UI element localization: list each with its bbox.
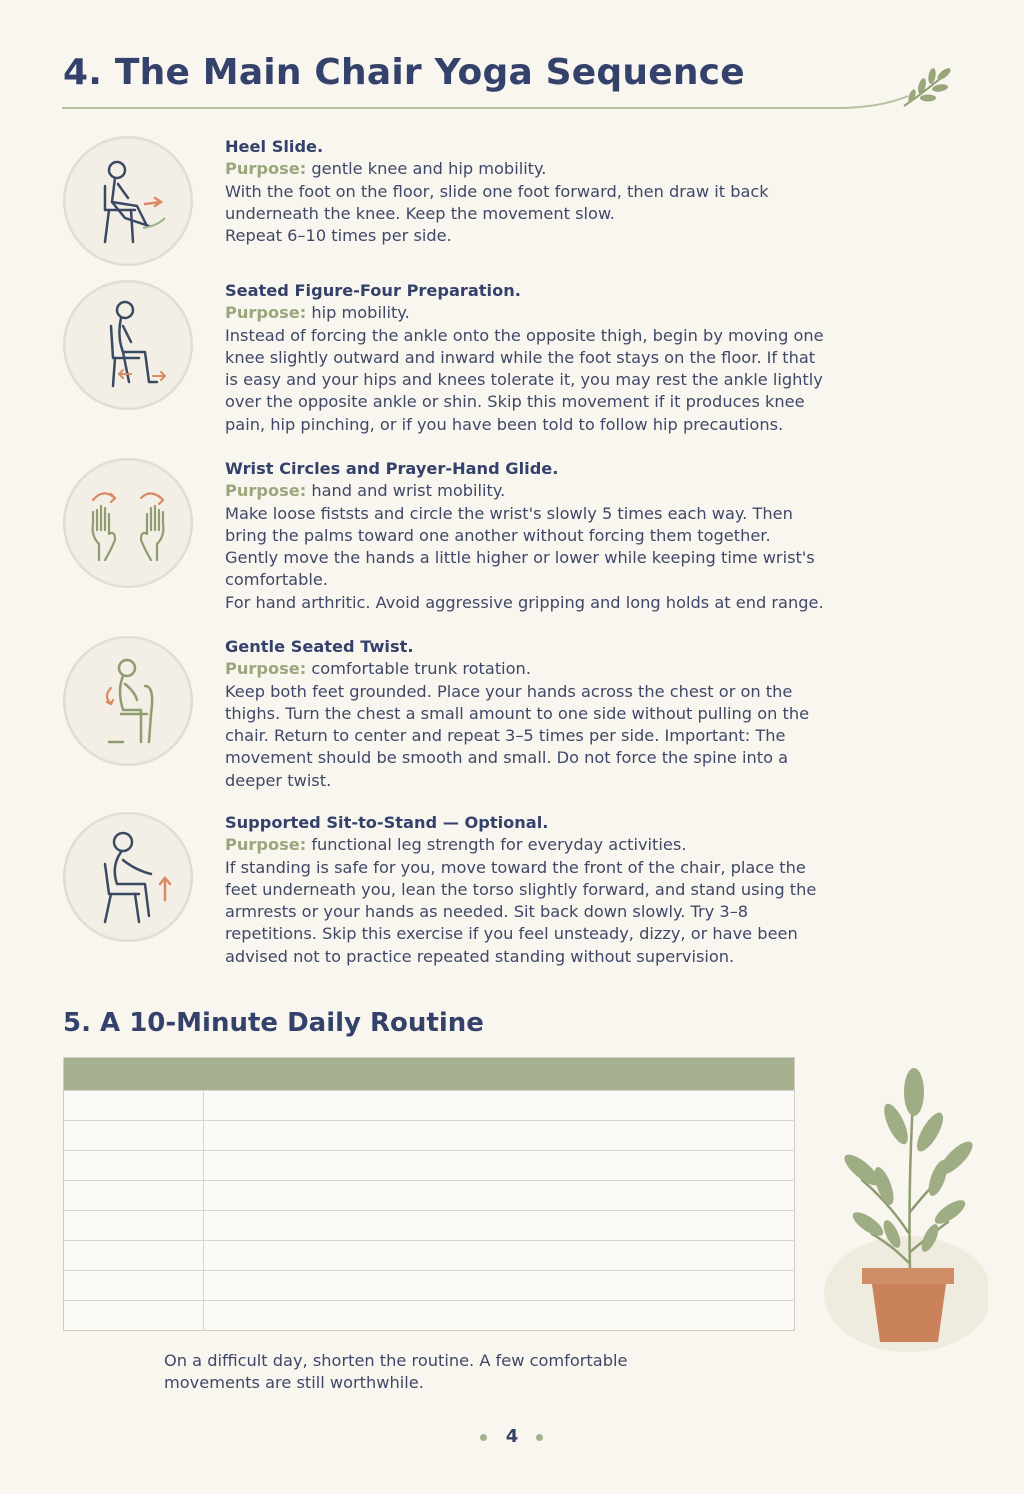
table-cell xyxy=(204,1091,795,1121)
purpose-text: hand and wrist mobility. xyxy=(311,481,506,501)
table-header-cell xyxy=(64,1058,204,1091)
purpose-text: comfortable trunk rotation. xyxy=(311,659,531,679)
body-line: knee slightly outward and inward while the foot stays on the floor. If that xyxy=(225,347,816,367)
table-row xyxy=(64,1091,795,1121)
purpose-text: gentle knee and hip mobility. xyxy=(311,159,547,179)
seated-twist-icon xyxy=(63,636,193,766)
table-cell xyxy=(204,1241,795,1271)
table-cell xyxy=(204,1151,795,1181)
table-row xyxy=(64,1211,795,1241)
body-line: over the opposite ankle or shin. Skip this movement if it produces knee xyxy=(225,392,805,412)
table-cell xyxy=(64,1151,204,1181)
heel-slide-icon xyxy=(63,136,193,266)
table-cell xyxy=(64,1211,204,1241)
table-row xyxy=(64,1151,795,1181)
title-rule-divider xyxy=(62,60,922,120)
exercise-text xyxy=(225,136,865,247)
table-row xyxy=(64,1271,795,1301)
table-cell xyxy=(64,1181,204,1211)
purpose-label: Purpose: xyxy=(225,159,307,179)
table-cell xyxy=(204,1121,795,1151)
exercise-text xyxy=(225,280,865,436)
table-cell xyxy=(204,1211,795,1241)
body-line: bring the palms toward one another without forcing them together. xyxy=(225,525,771,545)
section-4-title: 4. The Main Chair Yoga Sequence xyxy=(63,52,745,93)
potted-plant-icon xyxy=(818,1062,988,1352)
purpose-line xyxy=(225,480,865,502)
purpose-line xyxy=(225,834,865,856)
table-row xyxy=(64,1121,795,1151)
exercise-title: Heel Slide. xyxy=(225,137,324,156)
body-line: deeper twist. xyxy=(225,770,332,790)
right-dot-icon xyxy=(536,1434,543,1441)
body-line: With the foot on the floor, slide one foot forward, then draw it back xyxy=(225,181,769,201)
body-line: is easy and your hips and knees tolerate it, you may rest the ankle lightly xyxy=(225,370,823,390)
table-cell xyxy=(64,1121,204,1151)
purpose-line xyxy=(225,658,865,680)
page-number: 4 xyxy=(505,1426,519,1447)
exercise-title: Wrist Circles and Prayer-Hand Glide. xyxy=(225,459,559,478)
body-line: underneath the knee. Keep the movement slow. xyxy=(225,203,615,223)
figure-four-icon xyxy=(63,280,193,410)
exercise-title: Supported Sit-to-Stand — Optional. xyxy=(225,813,549,832)
routine-table xyxy=(63,1057,795,1331)
body-line: thighs. Turn the chest a small amount to one side without pulling on the xyxy=(225,703,810,723)
table-row xyxy=(64,1241,795,1271)
body-line: Keep both feet grounded. Place your hands across the chest or on the xyxy=(225,681,793,701)
purpose-text: functional leg strength for everyday activities. xyxy=(311,835,687,855)
body-line: If standing is safe for you, move toward the front of the chair, place the xyxy=(225,857,806,877)
body-line: advised not to practice repeated standing without supervision. xyxy=(225,946,735,966)
sit-to-stand-icon xyxy=(63,812,193,942)
body-line: Instead of forcing the ankle onto the opposite thigh, begin by moving one xyxy=(225,325,824,345)
table-row xyxy=(64,1301,795,1331)
body-line: Repeat 6–10 times per side. xyxy=(225,226,452,246)
hands-icon xyxy=(63,458,193,588)
purpose-label: Purpose: xyxy=(225,835,307,855)
purpose-label: Purpose: xyxy=(225,481,307,501)
purpose-label: Purpose: xyxy=(225,659,307,679)
note-line: movements are still worthwhile. xyxy=(164,1373,424,1392)
table-cell xyxy=(204,1181,795,1211)
purpose-line xyxy=(225,158,865,180)
table-cell xyxy=(64,1271,204,1301)
table-cell xyxy=(204,1301,795,1331)
body-line: armrests or your hands as needed. Sit back down slowly. Try 3–8 xyxy=(225,902,749,922)
body-line: Make loose fiststs and circle the wrist's slowly 5 times each way. Then xyxy=(225,503,793,523)
body-line: feet underneath you, lean the torso slightly forward, and stand using the xyxy=(225,879,817,899)
table-cell xyxy=(204,1271,795,1301)
section-5-title: 5. A 10-Minute Daily Routine xyxy=(63,1008,484,1038)
exercise-text xyxy=(225,636,865,792)
table-row xyxy=(64,1181,795,1211)
leaf-sprig-icon xyxy=(900,66,956,112)
table-header-cell xyxy=(204,1058,795,1091)
body-line: comfortable. xyxy=(225,570,328,590)
note-line: On a difficult day, shorten the routine. A few comfortable xyxy=(164,1351,628,1370)
body-line: pain, hip pinching, or if you have been told to follow hip precautions. xyxy=(225,414,784,434)
routine-note xyxy=(164,1350,684,1394)
purpose-label: Purpose: xyxy=(225,303,307,323)
body-line: repetitions. Skip this exercise if you feel unsteady, dizzy, or have been xyxy=(225,924,798,944)
purpose-text: hip mobility. xyxy=(311,303,410,323)
table-cell xyxy=(64,1301,204,1331)
footer-pager xyxy=(470,1470,554,1494)
table-header-row xyxy=(64,1058,795,1091)
page-indicator xyxy=(470,1426,554,1450)
body-line: movement should be smooth and small. Do not force the spine into a xyxy=(225,748,789,768)
purpose-line xyxy=(225,302,865,324)
exercise-text xyxy=(225,458,865,614)
table-cell xyxy=(64,1241,204,1271)
exercise-title: Gentle Seated Twist. xyxy=(225,637,414,656)
exercise-title: Seated Figure-Four Preparation. xyxy=(225,281,521,300)
exercise-text xyxy=(225,812,865,968)
body-line: For hand arthritic. Avoid aggressive gripping and long holds at end range. xyxy=(225,592,824,612)
table-cell xyxy=(64,1091,204,1121)
body-line: chair. Return to center and repeat 3–5 times per side. Important: The xyxy=(225,726,786,746)
body-line: Gently move the hands a little higher or lower while keeping time wrist's xyxy=(225,548,815,568)
